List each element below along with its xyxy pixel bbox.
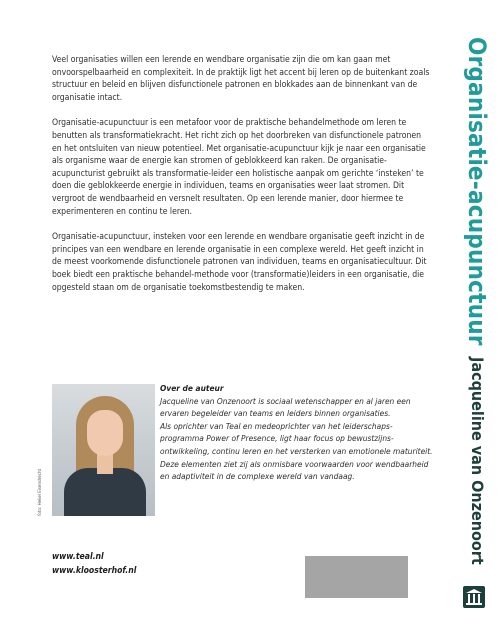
- blurb-paragraph-1: Veel organisaties willen een lerende en wendbare organisatie zijn die om kan gaan met onvoorspelbaarheid en complexiteit. In de praktijk ligt het accent bij leren op de buitenkant zoals structuur en beleid en blijven disfunctionele patronen en blokkades aan de binnenkant van de organisatie intact.: [52, 55, 430, 103]
- author-heading: Over de auteur: [160, 383, 224, 393]
- author-photo: [52, 384, 155, 516]
- author-bio: [160, 382, 435, 483]
- photo-credit: foto: Hekel Eisendrecht: [38, 468, 43, 516]
- author-paragraph-1: Jacqueline van Onzenoort is sociaal wetenschapper en al jaren een ervaren begeleider van teams en leiders binnen organisaties.: [160, 395, 411, 419]
- author-paragraph-2: Als oprichter van Teal en medeoprichter van het leiderschaps-programma Power of Presence, ligt haar focus op bewustzijns-ontwikkeling, continu leren en het versterken van emotionele maturiteit. Deze elementen ziet zij als onmisbare voorwaarden voor wendbaarheid en adaptiviteit in de complexe wereld van vandaag.: [160, 420, 433, 482]
- barcode-placeholder: [305, 556, 408, 598]
- spine-author: Jacqueline van Onzenoort: [468, 357, 487, 565]
- link-kloosterhof[interactable]: www.kloosterhof.nl: [52, 566, 137, 576]
- blurb-paragraph-3: Organisatie-acupunctuur, insteken voor een lerende en wendbare organisatie geeft inzicht in de principes van een wendbare en lerende organisatie in een complexe wereld. Het geeft inzicht in de meest voorkomende disfunctionele patronen van individuen, teams en organisatiecultuur. Dit boek biedt een praktische behandel-methode voor (transformatie)leiders in een organisatie, die opgesteld staan om de organisatie toekomstbestendig te maken.: [52, 232, 427, 293]
- spine-title: Organisatie-acupunctuur: [463, 37, 491, 346]
- building-columns-icon: [463, 586, 485, 608]
- blurb-text: [52, 54, 432, 307]
- blurb-paragraph-2: Organisatie-acupunctuur is een metafoor voor de praktische behandelmethode om leren te benutten als transformatiekracht. Het richt zich op het doorbreken van disfunctionele patronen en het ontsluiten van nieuw potentieel. Met organisatie-acupunctuur kijk je naar een organisatie als organisme waar de energie kan stromen of geblokkeerd kan raken. De organisatie-acupuncturist gebruikt als transformatie-leider een holistische aanpak om gerichte ‘insteken’ te doen die geblokkeerde energie in individuen, teams en organisaties weer laat stromen. Dit vergroot de wendbaarheid en versnelt resultaten. Op een lerende manier, door hiermee te experimenteren en continu te leren.: [52, 118, 426, 217]
- link-teal[interactable]: www.teal.nl: [52, 552, 104, 562]
- website-links: [52, 550, 136, 578]
